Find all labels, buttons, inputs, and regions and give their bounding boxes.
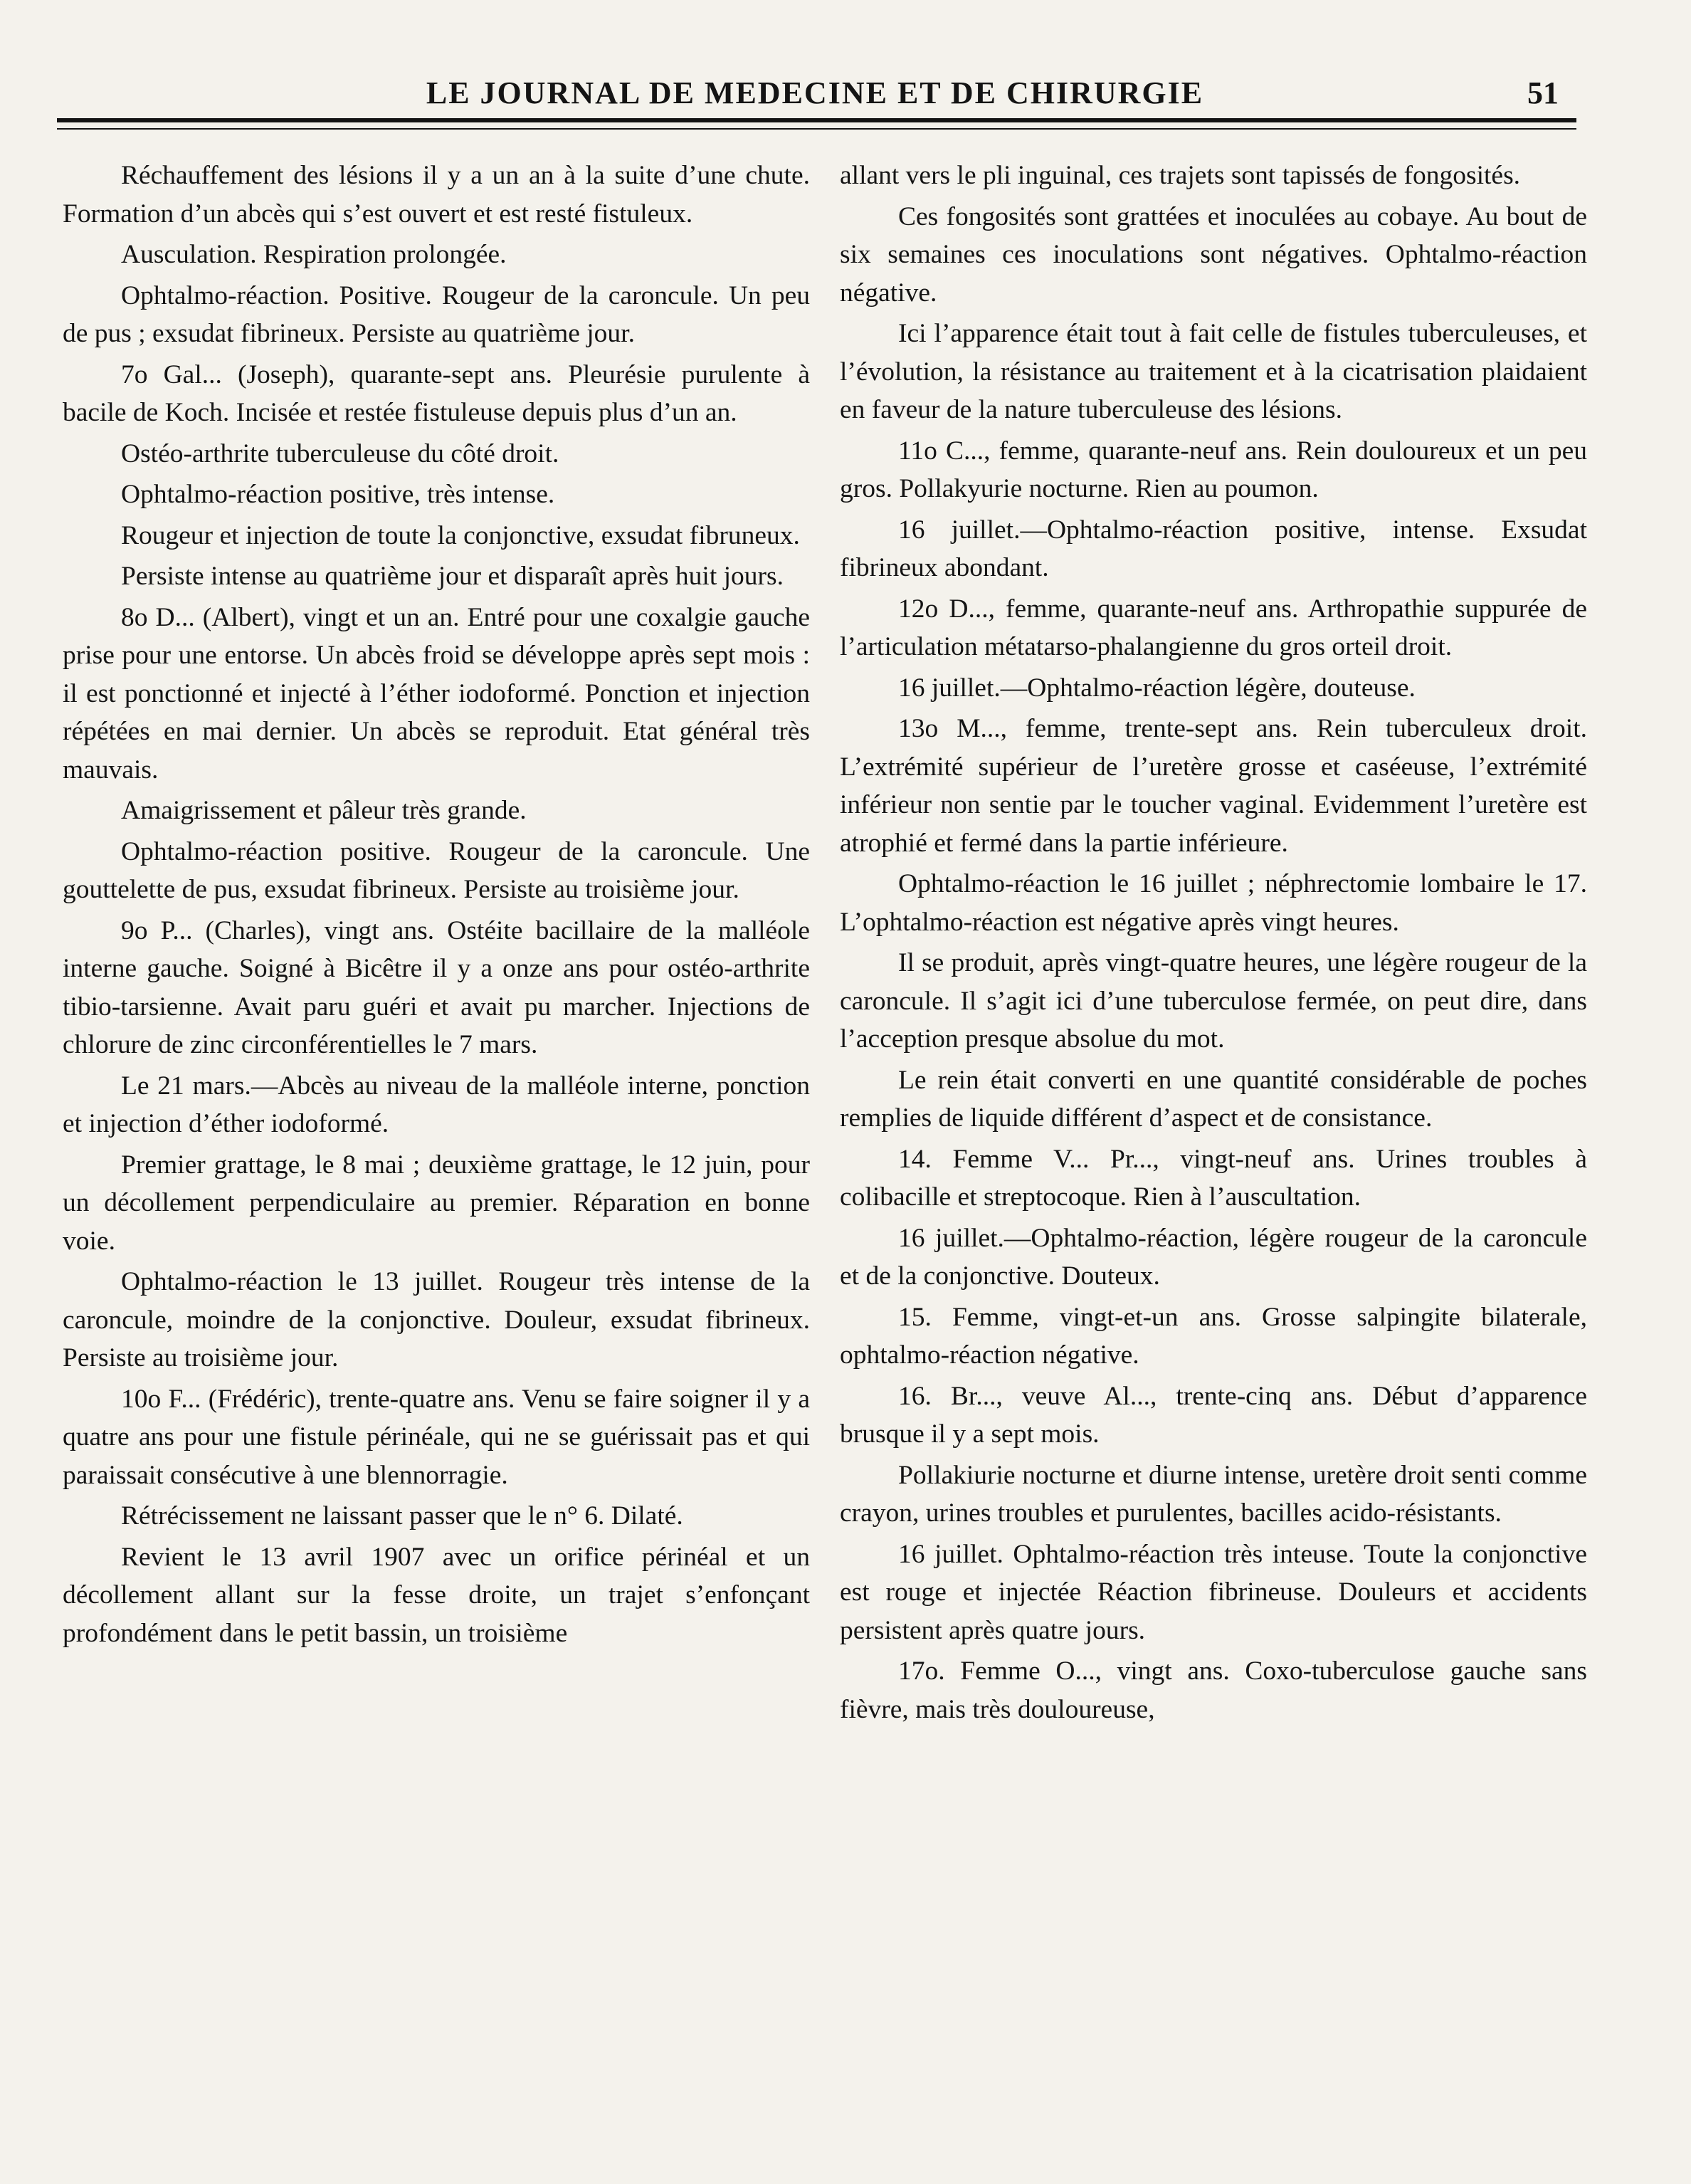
paragraph: Réchauffement des lésions il y a un an à la suite d’une chute. Formation d’un abcès qui s’est ouvert et est resté fistuleux.: [63, 161, 810, 229]
page-number: 51: [1527, 75, 1559, 110]
paragraph: Persiste intense au quatrième jour et disparaît après huit jours.: [121, 562, 784, 591]
paragraph: 16 juillet.—Ophtalmo-réaction, légère rougeur de la caroncule et de la conjonctive. Douteux.: [840, 1223, 1587, 1291]
right-column: [840, 157, 1587, 1731]
paragraph: Ophtalmo-réaction. Positive. Rougeur de la caroncule. Un peu de pus ; exsudat fibrineux. Persiste au quatrième jour.: [63, 280, 810, 348]
paragraph: 17o. Femme O..., vingt ans. Coxo-tuberculose gauche sans fièvre, mais très douloureuse,: [840, 1657, 1587, 1724]
paragraph: Amaigrissement et pâleur très grande.: [121, 796, 527, 825]
paragraph: Il se produit, après vingt-quatre heures, une légère rougeur de la caroncule. Il s’agit ici d’une tuberculose fermée, on peut dire, dans l’acception presque absolue du mot.: [840, 948, 1587, 1054]
paragraph: Ophtalmo-réaction le 16 juillet ; néphrectomie lombaire le 17. L’ophtalmo-réaction est négative après vingt heures.: [840, 869, 1587, 937]
paragraph: allant vers le pli inguinal, ces trajets sont tapissés de fongosités.: [840, 161, 1521, 190]
paragraph: 16 juillet.—Ophtalmo-réaction légère, douteuse.: [898, 673, 1416, 703]
running-header: [57, 75, 1573, 125]
paragraph: Ophtalmo-réaction positive. Rougeur de la caroncule. Une gouttelette de pus, exsudat fibrineux. Persiste au troisième jour.: [63, 836, 810, 904]
paragraph: 15. Femme, vingt-et-un ans. Grosse salpingite bilaterale, ophtalmo-réaction négative.: [840, 1302, 1587, 1370]
paragraph: Ophtalmo-réaction le 13 juillet. Rougeur très intense de la caroncule, moindre de la conjonctive. Douleur, exsudat fibrineux. Persiste au troisième jour.: [63, 1267, 810, 1372]
paragraph: Ausculation. Respiration prolongée.: [121, 240, 507, 269]
paragraph: 9o P... (Charles), vingt ans. Ostéite bacillaire de la malléole interne gauche. Soigné à Bicêtre il y a onze ans pour ostéo-arthrite tibio-tarsienne. Avait paru guéri et avait pu marcher. Injections de chlorure de zinc circonférentielles le 7 mars.: [63, 915, 810, 1059]
paragraph: 10o F... (Frédéric), trente-quatre ans. Venu se faire soigner il y a quatre ans pour une fistule périnéale, qui ne se guérissait pas et qui paraissait consécutive à une blennorragie.: [63, 1384, 810, 1490]
journal-title: LE JOURNAL DE MEDECINE ET DE CHIRURGIE: [426, 75, 1204, 110]
paragraph: Rétrécissement ne laissant passer que le n° 6. Dilaté.: [121, 1501, 683, 1531]
header-rule-thin: [57, 128, 1576, 130]
paragraph: Pollakiurie nocturne et diurne intense, uretère droit senti comme crayon, urines troubles et purulentes, bacilles acido-résistants.: [840, 1460, 1587, 1528]
header-rule-thick: [57, 118, 1576, 122]
paragraph: Rougeur et injection de toute la conjonctive, exsudat fibruneux.: [121, 520, 800, 550]
paragraph: 13o M..., femme, trente-sept ans. Rein tuberculeux droit. L’extrémité supérieur de l’uretère grosse et caséeuse, l’extrémité inférieur non sentie par le toucher vaginal. Evidemment l’uretère est atrophié et fermé dans la partie inférieure.: [840, 714, 1587, 858]
paragraph: 11o C..., femme, quarante-neuf ans. Rein douloureux et un peu gros. Pollakyurie nocturne. Rien au poumon.: [840, 436, 1587, 503]
paragraph: 7o Gal... (Joseph), quarante-sept ans. Pleurésie purulente à bacile de Koch. Incisée et restée fistuleuse depuis plus d’un an.: [63, 359, 810, 427]
paragraph: Le 21 mars.—Abcès au niveau de la malléole interne, ponction et injection d’éther iodoformé.: [63, 1071, 810, 1138]
paragraph: Ophtalmo-réaction positive, très intense.: [121, 480, 555, 509]
left-column: [63, 157, 810, 1655]
paragraph: Revient le 13 avril 1907 avec un orifice périnéal et un décollement allant sur la fesse droite, un trajet s’enfonçant profondément dans le petit bassin, un troisième: [63, 1542, 810, 1648]
paragraph: Ici l’apparence était tout à fait celle de fistules tuberculeuses, et l’évolution, la résistance au traitement et à la cicatrisation plaidaient en faveur de la nature tuberculeuse des lésions.: [840, 319, 1587, 424]
paragraph: 8o D... (Albert), vingt et un an. Entré pour une coxalgie gauche prise pour une entorse. Un abcès froid se développe après sept mois : il est ponctionné et injecté à l’éther iodoformé. Ponction et injection répétées en mai dernier. Un abcès se reproduit. Etat général très mauvais.: [63, 602, 810, 784]
paragraph: 16. Br..., veuve Al..., trente-cinq ans. Début d’apparence brusque il y a sept mois.: [840, 1381, 1587, 1449]
paragraph: 16 juillet.—Ophtalmo-réaction positive, intense. Exsudat fibrineux abondant.: [840, 515, 1587, 582]
paragraph: 16 juillet. Ophtalmo-réaction très inteuse. Toute la conjonctive est rouge et injectée Réaction fibrineuse. Douleurs et accidents persistent après quatre jours.: [840, 1539, 1587, 1645]
paragraph: Premier grattage, le 8 mai ; deuxième grattage, le 12 juin, pour un décollement perpendiculaire au premier. Réparation en bonne voie.: [63, 1150, 810, 1256]
paragraph: Le rein était converti en une quantité considérable de poches remplies de liquide différent d’aspect et de consistance.: [840, 1065, 1587, 1133]
paragraph: 12o D..., femme, quarante-neuf ans. Arthropathie suppurée de l’articulation métatarso-phalangienne du gros orteil droit.: [840, 594, 1587, 661]
paragraph: 14. Femme V... Pr..., vingt-neuf ans. Urines troubles à colibacille et streptocoque. Rien à l’auscultation.: [840, 1144, 1587, 1212]
paragraph: Ces fongosités sont grattées et inoculées au cobaye. Au bout de six semaines ces inoculations sont négatives. Ophtalmo-réaction négative.: [840, 201, 1587, 308]
paragraph: Ostéo-arthrite tuberculeuse du côté droit.: [121, 439, 559, 468]
